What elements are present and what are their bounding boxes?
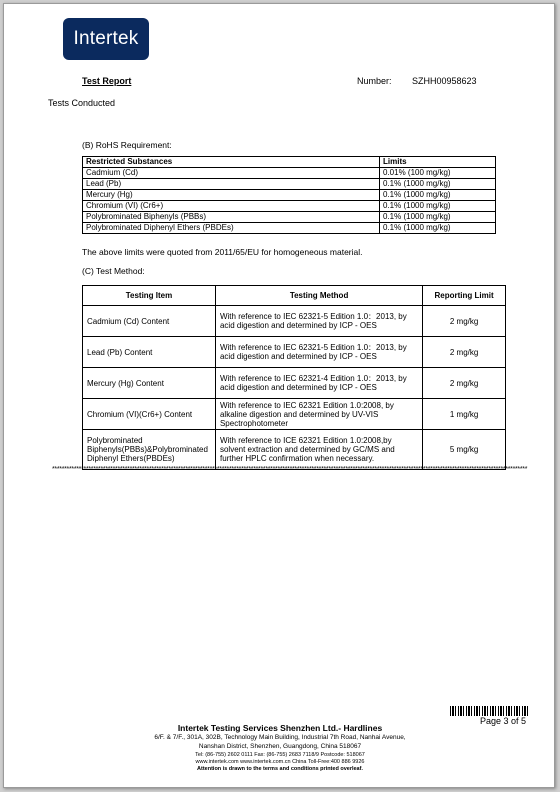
report-page bbox=[3, 3, 555, 788]
footer-address-line-2: Nanshan District, Shenzhen, Guangdong, China 518067 bbox=[198, 743, 362, 750]
reporting-limit-cell: 2 mg/kg bbox=[423, 306, 506, 337]
table-row bbox=[83, 306, 506, 337]
substance-cell: Polybrominated Biphenyls (PBBs) bbox=[83, 212, 380, 223]
table-row bbox=[83, 190, 496, 201]
footer-address-line-1: 6/F. & 7/F., 301A, 302B, Technology Main Building, Industrial 7th Road, Nanhai Avenue, bbox=[154, 734, 406, 741]
limit-cell: 0.1% (1000 mg/kg) bbox=[380, 223, 496, 234]
testing-item-cell: Mercury (Hg) Content bbox=[83, 368, 216, 399]
testing-item-cell: Lead (Pb) Content bbox=[83, 337, 216, 368]
column-header: Testing Method bbox=[215, 286, 422, 306]
table-row bbox=[83, 337, 506, 368]
table-row bbox=[83, 201, 496, 212]
column-header: Limits bbox=[380, 157, 496, 168]
report-number: SZHH00958623 bbox=[412, 76, 477, 86]
table-row bbox=[83, 368, 506, 399]
substance-cell: Chromium (VI) (Cr6+) bbox=[83, 201, 380, 212]
test-method-table bbox=[82, 285, 506, 470]
table-row bbox=[83, 399, 506, 430]
column-header: Testing Item bbox=[83, 286, 216, 306]
reporting-limit-cell: 1 mg/kg bbox=[423, 399, 506, 430]
substance-cell: Cadmium (Cd) bbox=[83, 168, 380, 179]
footer-company: Intertek Testing Services Shenzhen Ltd.- Hardlines bbox=[177, 723, 383, 733]
table-row bbox=[83, 179, 496, 190]
limit-cell: 0.1% (1000 mg/kg) bbox=[380, 190, 496, 201]
table-row bbox=[83, 223, 496, 234]
rohs-limits-table bbox=[82, 156, 496, 234]
testing-item-cell: Polybrominated Biphenyls(PBBs)&Polybrominated Diphenyl Ethers(PBDEs) bbox=[83, 430, 216, 470]
limit-cell: 0.1% (1000 mg/kg) bbox=[380, 201, 496, 212]
testing-method-cell: With reference to IEC 62321-5 Edition 1.0：2013, by acid digestion and determined by ICP - OES bbox=[215, 306, 422, 337]
column-header: Restricted Substances bbox=[83, 157, 380, 168]
reporting-limit-cell: 2 mg/kg bbox=[423, 368, 506, 399]
footer-contact: Tel: (86-755) 2602 0111 Fax: (86-755) 2683 7118/9 Postcode: 518067 bbox=[195, 752, 365, 758]
limit-cell: 0.1% (1000 mg/kg) bbox=[380, 212, 496, 223]
testing-method-cell: With reference to IEC 62321 Edition 1.0:2008, by alkaline digestion and determined by UV-VIS Spectrophotometer bbox=[215, 399, 422, 430]
footer-attention: Attention is drawn to the terms and conditions printed overleaf. bbox=[197, 766, 363, 772]
barcode-image bbox=[450, 706, 530, 716]
number-label: Number: bbox=[357, 76, 392, 86]
substance-cell: Polybrominated Diphenyl Ethers (PBDEs) bbox=[83, 223, 380, 234]
limit-cell: 0.01% (100 mg/kg) bbox=[380, 168, 496, 179]
reporting-limit-cell: 5 mg/kg bbox=[423, 430, 506, 470]
limits-note: The above limits were quoted from 2011/65/EU for homogeneous material. bbox=[82, 247, 363, 257]
table-row bbox=[83, 212, 496, 223]
testing-item-cell: Chromium (VI)(Cr6+) Content bbox=[83, 399, 216, 430]
rohs-requirement-title: (B) RoHS Requirement: bbox=[82, 140, 172, 150]
tests-conducted-heading: Tests Conducted bbox=[48, 98, 116, 108]
test-method-title: (C) Test Method: bbox=[82, 266, 145, 276]
reporting-limit-cell: 2 mg/kg bbox=[423, 337, 506, 368]
table-header-row bbox=[83, 286, 506, 306]
report-title: Test Report bbox=[82, 76, 132, 86]
substance-cell: Mercury (Hg) bbox=[83, 190, 380, 201]
testing-method-cell: With reference to IEC 62321-4 Edition 1.0：2013, by acid digestion and determined by ICP - OES bbox=[215, 368, 422, 399]
column-header: Reporting Limit bbox=[423, 286, 506, 306]
substance-cell: Lead (Pb) bbox=[83, 179, 380, 190]
table-header-row bbox=[83, 157, 496, 168]
testing-item-cell: Cadmium (Cd) Content bbox=[83, 306, 216, 337]
footer-websites: www.intertek.com www.intertek.com.cn China Toll-Free:400 886 9926 bbox=[195, 759, 365, 765]
table-row bbox=[83, 430, 506, 470]
testing-method-cell: With reference to IEC 62321-5 Edition 1.0：2013, by acid digestion and determined by ICP - OES bbox=[215, 337, 422, 368]
page-number: Page 3 of 5 bbox=[480, 716, 527, 726]
testing-method-cell: With reference to ICE 62321 Edition 1.0:2008,by solvent extraction and determined by GC/MS and further HPLC confirmation when necessary. bbox=[215, 430, 422, 470]
limit-cell: 0.1% (1000 mg/kg) bbox=[380, 179, 496, 190]
end-of-content-separator: **************************************************************************************************************************************************************************************************** bbox=[52, 466, 528, 473]
intertek-logo: Intertek bbox=[63, 18, 149, 60]
table-row bbox=[83, 168, 496, 179]
